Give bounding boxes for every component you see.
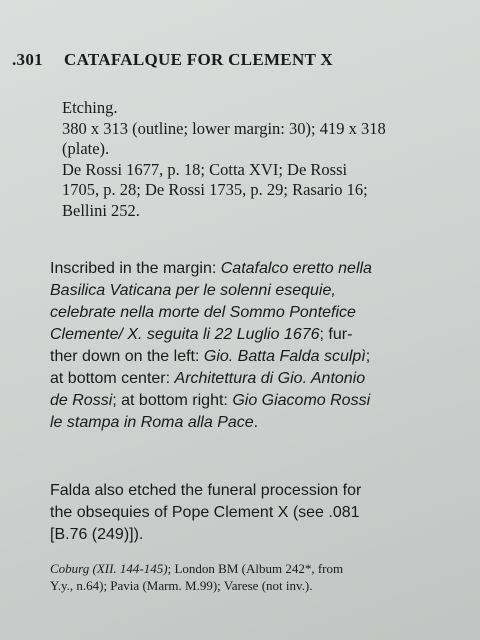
inscription-text: ; at bottom right:: [112, 392, 233, 409]
collections-paragraph: [50, 560, 460, 594]
entry-header: [12, 50, 333, 70]
note-paragraph: [50, 480, 450, 546]
bibliography-line: Bellini 252.: [62, 200, 140, 220]
inscription-quote: celebrate nella morte del Sommo Pontefice: [50, 304, 356, 321]
inscription-text: Inscribed in the margin:: [50, 260, 221, 277]
inscription-line: [50, 258, 450, 280]
inscription-quote: Gio. Batta Falda sculpì: [203, 348, 366, 365]
inscription-quote: Gio Giacomo Rossi: [232, 392, 371, 409]
bibliography-line: De Rossi 1677, p. 18; Cotta XVI; De Rossi: [62, 159, 348, 179]
entry-title: CATAFALQUE FOR CLEMENT X: [64, 50, 333, 69]
note-line: Falda also etched the funeral procession for: [50, 482, 362, 499]
inscription-line: [50, 390, 450, 412]
inscription-text: ;: [365, 348, 371, 365]
collections-line: Y.y., n.64); Pavia (Marm. M.99); Varese (not inv.).: [50, 578, 313, 593]
note-line: the obsequies of Pope Clement X (see .081: [50, 504, 360, 521]
dimensions-line: (plate).: [62, 139, 110, 158]
medium-line: Etching.: [62, 98, 118, 117]
entry-number: .301: [12, 50, 43, 69]
note-line: [B.76 (249)]).: [50, 526, 144, 543]
dimensions-line: 380 x 313 (outline; lower margin: 30); 419 x 318: [62, 118, 386, 138]
bibliography-line: 1705, p. 28; De Rossi 1735, p. 29; Rasario 16;: [62, 180, 368, 199]
inscription-quote: le stampa in Roma alla Pace: [50, 414, 254, 431]
inscription-text: at bottom center:: [50, 370, 175, 387]
inscription-line: [50, 368, 450, 390]
collections-line: [50, 560, 460, 577]
inscription-line: [50, 280, 450, 302]
inscription-line: [50, 324, 450, 346]
inscription-line: [50, 302, 450, 324]
collection-name: Coburg (XII. 144-145): [50, 561, 168, 576]
inscription-paragraph: [50, 258, 450, 434]
inscription-line: [50, 412, 450, 434]
technical-details: [62, 98, 442, 221]
collections-text: ; London BM (Album 242*, from: [167, 561, 344, 576]
inscription-line: [50, 346, 450, 368]
inscription-text: ther down on the left:: [50, 348, 204, 365]
inscription-quote: Clemente/ X. seguita li 22 Luglio 1676: [50, 326, 320, 343]
inscription-quote: Basilica Vaticana per le solenni esequie,: [50, 282, 336, 299]
inscription-text: ; fur-: [319, 326, 353, 343]
inscription-text: .: [253, 414, 259, 431]
inscription-quote: Architettura di Gio. Antonio: [174, 370, 366, 387]
inscription-quote: de Rossi: [50, 392, 113, 409]
inscription-quote: Catafalco eretto nella: [220, 260, 372, 277]
